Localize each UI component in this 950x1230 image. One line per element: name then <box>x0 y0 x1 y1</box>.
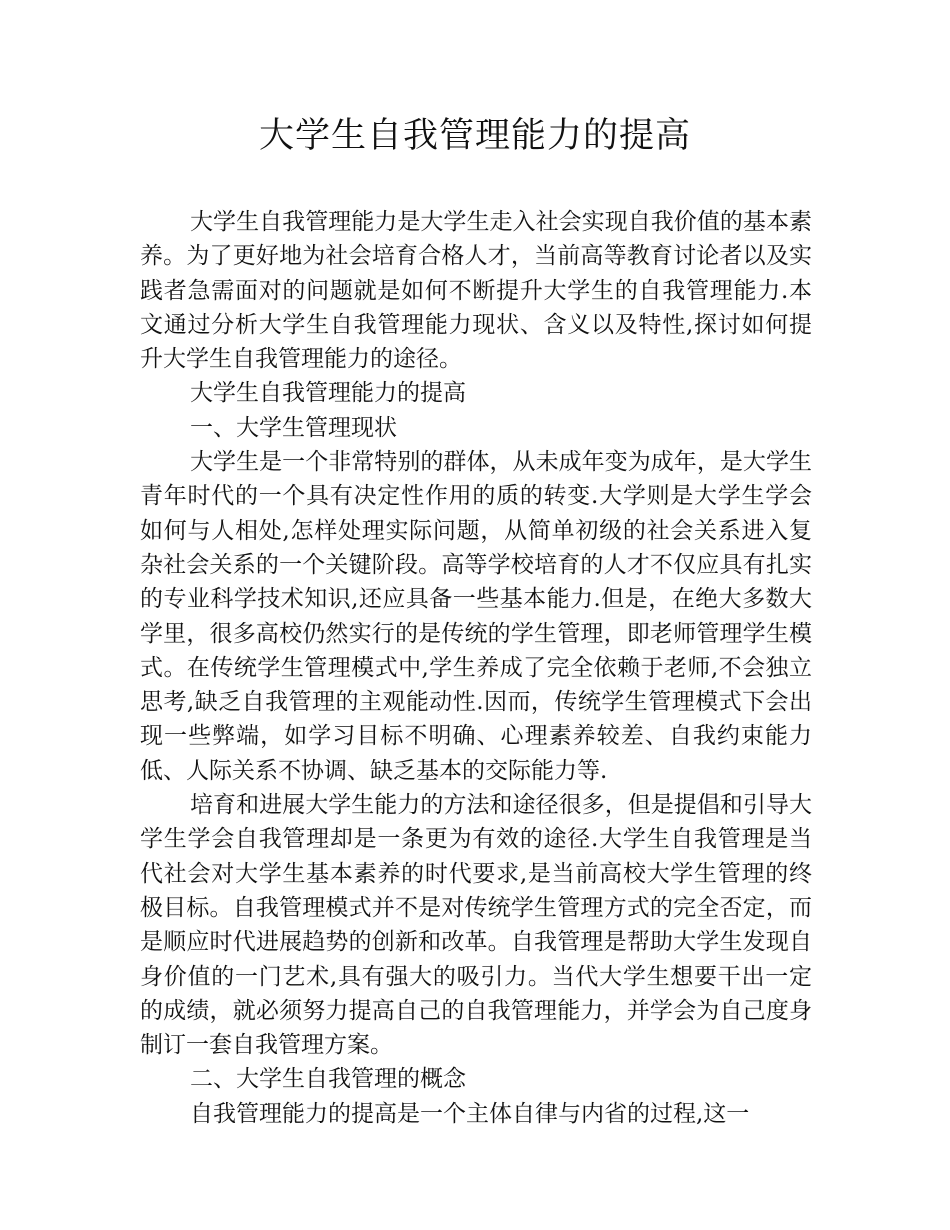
paragraph-body: 培育和进展大学生能力的方法和途径很多，但是提倡和引导大学生学会自我管理却是一条更为有效的途径.大学生自我管理是当代社会对大学生基本素养的时代要求,是当前高校大学生管理的终极目标。自我管理模式并不是对传统学生管理方式的完全否定，而是顺应时代进展趋势的创新和改革。自我管理是帮助大学生发现自身价值的一门艺术,具有强大的吸引力。当代大学生想要干出一定的成绩，就必须努力提高自己的自我管理能力，并学会为自己度身制订一套自我管理方案。 <box>140 792 812 1059</box>
section-heading-1: 一、大学生管理现状 <box>190 414 397 441</box>
section-heading-2: 二、大学生自我管理的概念 <box>190 1066 466 1093</box>
paragraph-heading-repeat: 大学生自我管理能力的提高 <box>190 380 466 407</box>
document-body <box>140 205 812 1131</box>
paragraph-abstract: 大学生自我管理能力是大学生走入社会实现自我价值的基本素养。为了更好地为社会培育合格人才，当前高等教育讨论者以及实践者急需面对的问题就是如何不断提升大学生的自我管理能力.本文通过分析大学生自我管理能力现状、含义以及特性,探讨如何提升大学生自我管理能力的途径。 <box>140 209 812 373</box>
paragraph-body: 大学生是一个非常特别的群体，从未成年变为成年，是大学生青年时代的一个具有决定性作用的质的转变.大学则是大学生学会如何与人相处,怎样处理实际问题，从简单初级的社会关系进入复杂社会关系的一个关键阶段。高等学校培育的人才不仅应具有扎实的专业科学技术知识,还应具备一些基本能力.但是，在绝大多数大学里，很多高校仍然实行的是传统的学生管理，即老师管理学生模式。在传统学生管理模式中,学生养成了完全依赖于老师,不会独立思考,缺乏自我管理的主观能动性.因而，传统学生管理模式下会出现一些弊端，如学习目标不明确、心理素养较差、自我约束能力低、人际关系不协调、缺乏基本的交际能力等. <box>140 449 812 784</box>
document-title: 大学生自我管理能力的提高 <box>258 116 691 156</box>
paragraph-body: 自我管理能力的提高是一个主体自律与内省的过程,这一 <box>190 1100 750 1127</box>
